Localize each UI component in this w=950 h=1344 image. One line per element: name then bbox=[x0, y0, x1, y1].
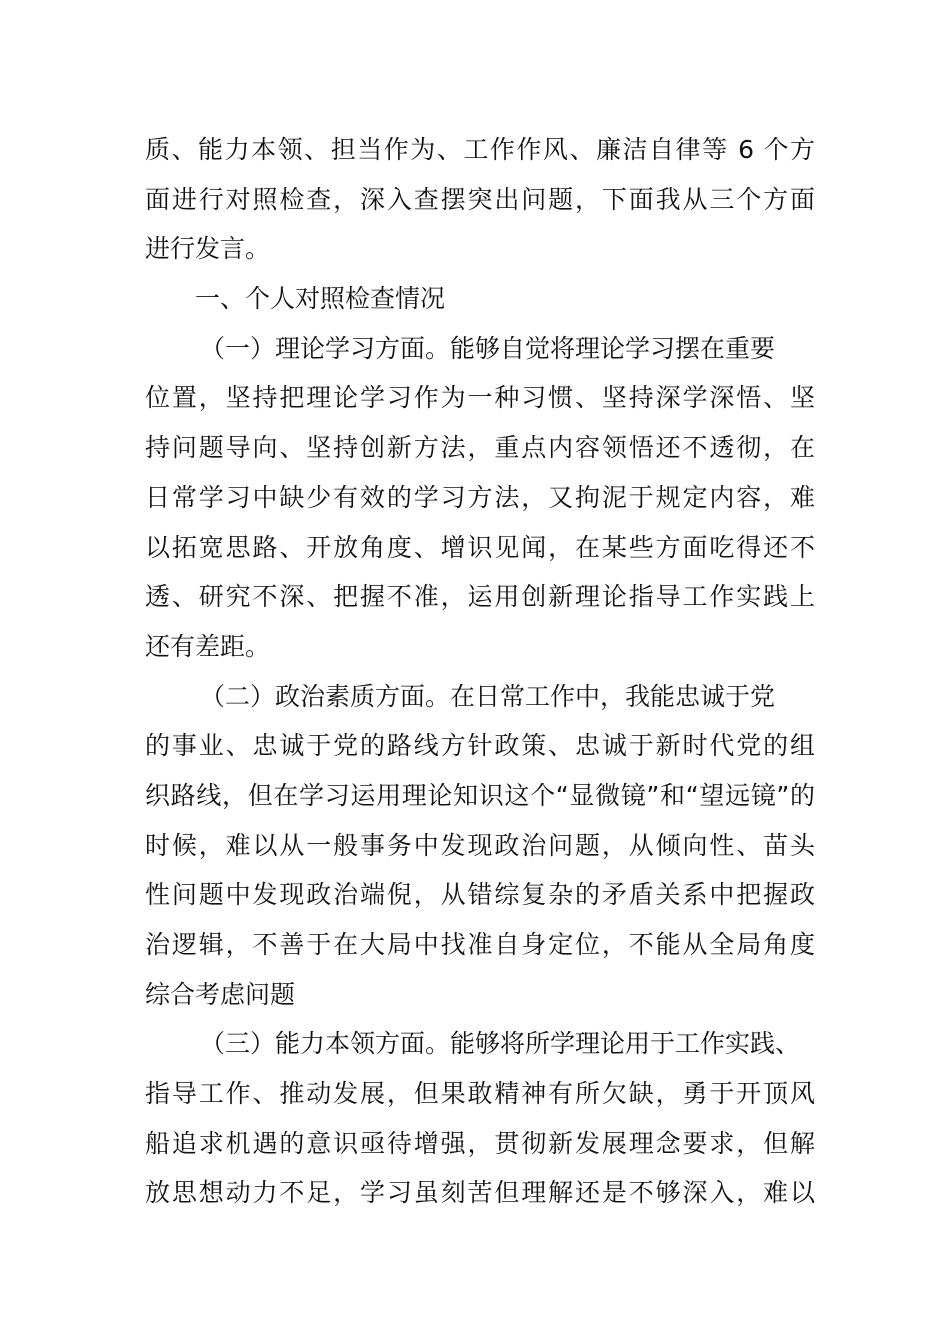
paragraph-line: 持问题导向、坚持创新方法，重点内容领悟还不透彻，在 bbox=[145, 433, 815, 463]
paragraph-line: （二）政治素质方面。在日常工作中，我能忠诚于党 bbox=[200, 681, 776, 711]
paragraph-line: 进行发言。 bbox=[145, 234, 271, 264]
paragraph-line: 面进行对照检查，深入查摆突出问题，下面我从三个方面 bbox=[145, 184, 815, 214]
paragraph-line: （一）理论学习方面。能够自觉将理论学习摆在重要 bbox=[200, 333, 776, 363]
paragraph-line: 织路线，但在学习运用理论知识这个“显微镜”和“望远镜”的 bbox=[145, 780, 815, 810]
paragraph-line: 位置，坚持把理论学习作为一种习惯、坚持深学深悟、坚 bbox=[145, 383, 815, 413]
paragraph-line: 日常学习中缺少有效的学习方法，又拘泥于规定内容，难 bbox=[145, 482, 815, 512]
paragraph-line: 的事业、忠诚于党的路线方针政策、忠诚于新时代党的组 bbox=[145, 731, 815, 761]
paragraph-line: （三）能力本领方面。能够将所学理论用于工作实践、 bbox=[200, 1029, 801, 1059]
paragraph-line: 时候，难以从一般事务中发现政治问题，从倾向性、苗头 bbox=[145, 830, 815, 860]
paragraph-line: 透、研究不深、把握不准，运用创新理论指导工作实践上 bbox=[145, 582, 815, 612]
document-body bbox=[145, 125, 815, 1218]
paragraph-line: 船追求机遇的意识亟待增强，贯彻新发展理念要求，但解 bbox=[145, 1128, 815, 1158]
paragraph-line: 指导工作、推动发展，但果敢精神有所欠缺，勇于开顶风 bbox=[145, 1079, 815, 1109]
paragraph-line: 以拓宽思路、开放角度、增识见闻，在某些方面吃得还不 bbox=[145, 532, 815, 562]
paragraph-line: 还有差距。 bbox=[145, 631, 271, 661]
paragraph-line: 质、能力本领、担当作为、工作作风、廉洁自律等 6 个方 bbox=[145, 135, 815, 164]
paragraph-line: 综合考虑问题 bbox=[145, 979, 296, 1009]
paragraph-line: 性问题中发现政治端倪，从错综复杂的矛盾关系中把握政 bbox=[145, 880, 815, 910]
paragraph-line: 治逻辑，不善于在大局中找准自身定位，不能从全局角度 bbox=[145, 930, 815, 959]
section-heading: 一、个人对照检查情况 bbox=[195, 284, 446, 314]
paragraph-line: 放思想动力不足，学习虽刻苦但理解还是不够深入，难以 bbox=[145, 1178, 815, 1208]
